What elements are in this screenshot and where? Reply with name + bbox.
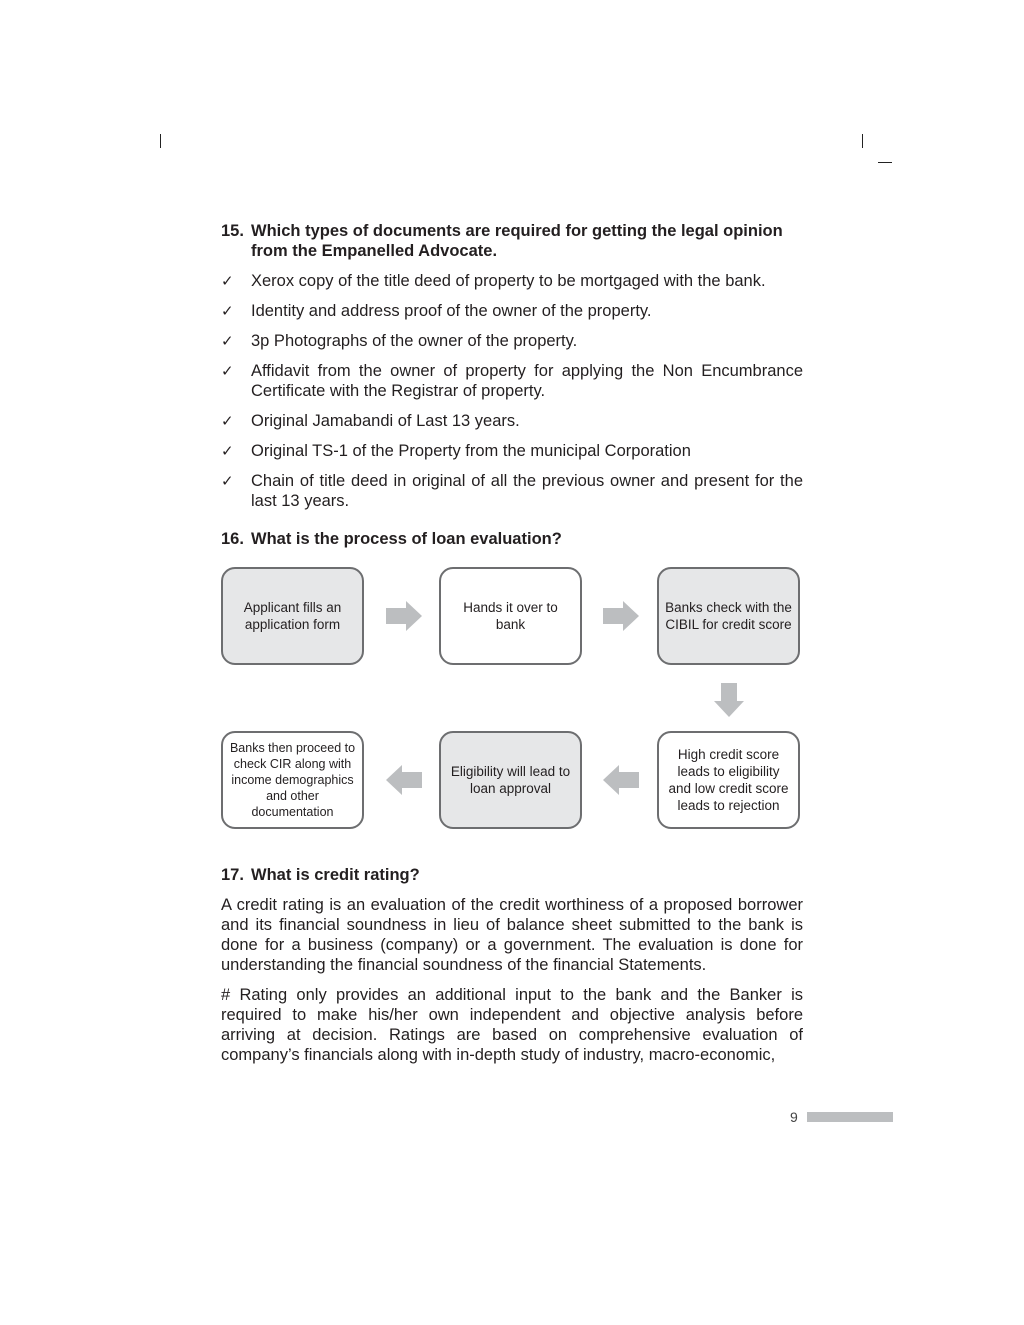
checklist-item xyxy=(221,411,803,431)
checklist-item-text: Original Jamabandi of Last 13 years. xyxy=(251,412,520,430)
checklist-item-text: 3p Photographs of the owner of the property. xyxy=(251,332,578,350)
question-text: What is credit rating? xyxy=(251,866,420,884)
checklist-item xyxy=(221,331,803,351)
check-icon: ✓ xyxy=(221,412,234,430)
question-number: 17. xyxy=(221,866,244,884)
crop-mark-left xyxy=(160,134,161,148)
flow-step-loan-approval: Eligibility will lead to loan approval xyxy=(439,731,582,829)
arrow-left-icon xyxy=(603,765,639,795)
flow-step-hand-over: Hands it over to bank xyxy=(439,567,582,665)
question-number: 16. xyxy=(221,530,244,548)
flow-step-cibil-check: Banks check with the CIBIL for credit score xyxy=(657,567,800,665)
credit-rating-paragraph: A credit rating is an evaluation of the credit worthiness of a proposed borrower and its financial soundness in lieu of balance sheet submitted to the bank is done for a business (company) or a government. The evaluation is done for understanding the financial soundness of the financial Statements. xyxy=(221,896,803,974)
loan-evaluation-flowchart xyxy=(221,567,803,833)
question-text: What is the process of loan evaluation? xyxy=(251,530,562,548)
page-content xyxy=(221,221,803,1065)
crop-mark-right xyxy=(862,134,863,148)
question-16 xyxy=(221,529,803,549)
page-number: 9 xyxy=(790,1109,798,1125)
arrow-down-icon xyxy=(714,683,744,717)
question-17 xyxy=(221,865,803,885)
checklist-item xyxy=(221,441,803,461)
check-icon: ✓ xyxy=(221,442,234,460)
crop-mark-right-horizontal xyxy=(878,162,892,163)
check-icon: ✓ xyxy=(221,362,234,380)
checklist-item xyxy=(221,471,803,511)
checklist-item xyxy=(221,271,803,291)
document-checklist xyxy=(221,271,803,511)
checklist-item-text: Original TS-1 of the Property from the municipal Corporation xyxy=(251,442,691,460)
check-icon: ✓ xyxy=(221,302,234,320)
checklist-item-text: Identity and address proof of the owner of the property. xyxy=(251,302,652,320)
arrow-right-icon xyxy=(603,601,639,631)
checklist-item-text: Chain of title deed in original of all the previous owner and present for the last 13 years. xyxy=(251,472,803,510)
checklist-item xyxy=(221,361,803,401)
check-icon: ✓ xyxy=(221,472,234,490)
checklist-item xyxy=(221,301,803,321)
checklist-item-text: Affidavit from the owner of property for applying the Non Encumbrance Certificate with the Registrar of property. xyxy=(251,362,803,400)
flow-step-application: Applicant fills an application form xyxy=(221,567,364,665)
checklist-item-text: Xerox copy of the title deed of property to be mortgaged with the bank. xyxy=(251,272,766,290)
arrow-right-icon xyxy=(386,601,422,631)
check-icon: ✓ xyxy=(221,272,234,290)
question-number: 15. xyxy=(221,222,244,240)
check-icon: ✓ xyxy=(221,332,234,350)
flow-step-cir-check: Banks then proceed to check CIR along with income demographics and other documentation xyxy=(221,731,364,829)
question-15 xyxy=(221,221,803,261)
arrow-left-icon xyxy=(386,765,422,795)
question-text: Which types of documents are required for getting the legal opinion from the Empanelled Advocate. xyxy=(251,222,783,260)
flow-step-credit-score-result: High credit score leads to eligibility and low credit score leads to rejection xyxy=(657,731,800,829)
page-number-bar xyxy=(807,1112,893,1122)
rating-note-paragraph: # Rating only provides an additional input to the bank and the Banker is required to make his/her own independent and objective analysis before arriving at decision. Ratings are based on comprehensive evaluation of company’s financials along with in-depth study of industry, macro-economic, xyxy=(221,986,803,1064)
